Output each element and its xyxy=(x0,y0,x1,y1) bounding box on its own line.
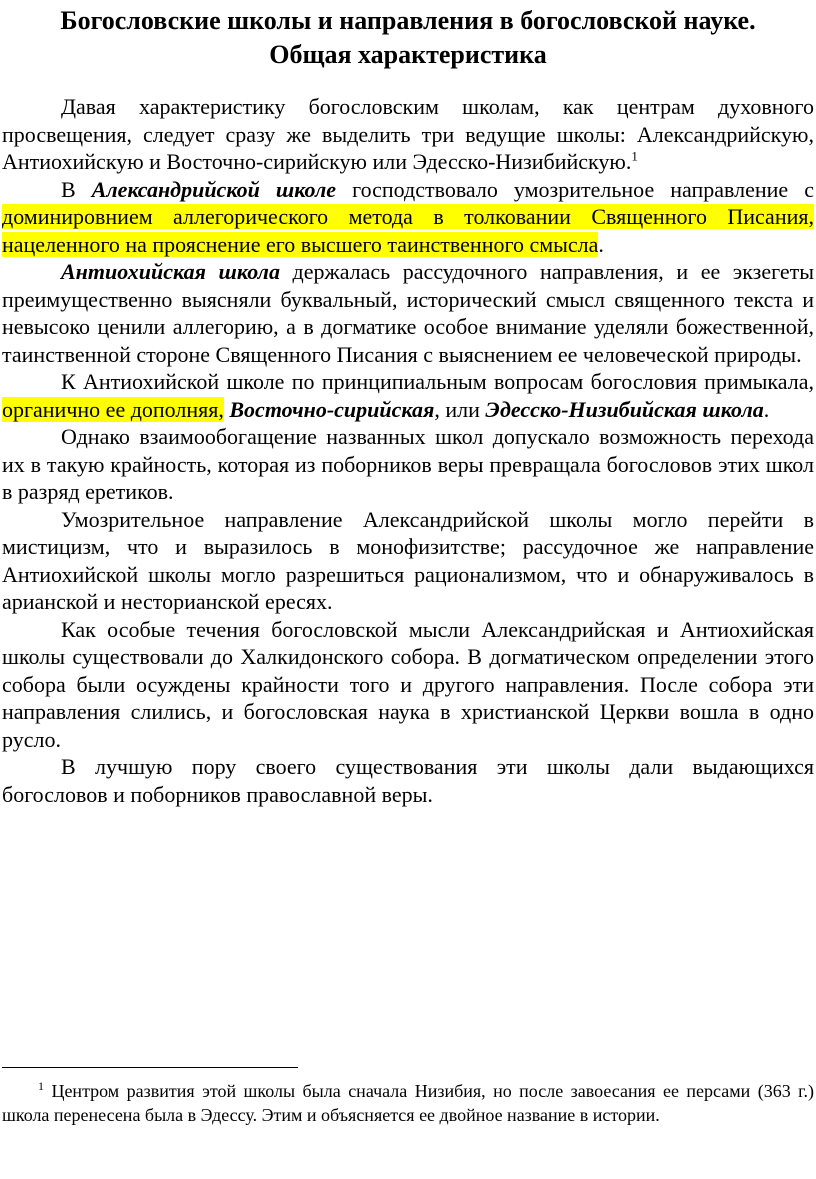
paragraph-east-syrian xyxy=(2,368,814,423)
paragraph-intro-text: Давая характеристику богословским школам, как центрам духовного просвещения, следует сразу же выделить три ведущие школы: Александрийскую, Антиохийскую и Восточно-сирийскую или Эдесско-Низибийскую. xyxy=(2,94,814,174)
paragraph-alexandrian xyxy=(2,176,814,259)
footnote-number: 1 xyxy=(38,1079,44,1093)
footnote-text: Центром развития этой школы была сначала Низибия, но после завоесания ее персами (363 г.) школа перенесена была в Эдессу. Этим и объясняется ее двойное название в истории. xyxy=(2,1081,814,1125)
highlighted-text-allegorical-method: доминировнием аллегорического метода в толковании Священного Писания, нацеленного на прояснение его высшего таинственного смысла xyxy=(2,204,814,257)
title-line-2: Общая характеристика xyxy=(269,40,547,69)
paragraph-mutual-enrichment: Однако взаимообогащение названных школ допускало возможность перехода их в такую крайность, которая из поборников веры превращала богословов этих школ в разряд еретиков. xyxy=(2,424,814,504)
emphasis-edessa-nisibis-school: Эдесско-Низибийская школа xyxy=(485,396,764,422)
emphasis-antiochian-school: Антиохийская школа xyxy=(61,259,280,284)
paragraph-antiochian xyxy=(2,258,814,368)
paragraph-intro xyxy=(2,93,814,176)
paragraph-speculative-direction: Умозрительное направление Александрийской школы могло перейти в мистицизм, что и выразилось в монофизитстве; рассудочное же направление Антиохийской школы могло разрешиться рационализмом, что и обнаруживалось в арианской и несторианской ересях. xyxy=(2,506,814,614)
text-fragment: господствовало умозрительное направление с xyxy=(336,176,814,202)
emphasis-alexandrian-school: Александрийской школе xyxy=(91,176,337,202)
highlighted-text-complementing: органично ее дополняя, xyxy=(2,396,224,422)
body-text xyxy=(2,93,814,808)
footnote-separator xyxy=(2,1067,298,1068)
paragraph-chalcedon: Как особые течения богословской мысли Александрийская и Антиохийская школы существовали до Халкидонского собора. В догматическом определении этого собора были осуждены крайности того и другого направления. После собора эти направления слились, и богословская наука в христианской Церкви вошла в одно русло. xyxy=(2,616,814,752)
title-line-1: Богословские школы и направления в богословской науке. xyxy=(60,6,756,35)
text-fragment: держалась рассудочного направления, и ее экзегеты преимущественно выясняли буквальный, исторический смысл священного текста и невысоко ценили аллегорию, а в догматике особое внимание уделяли божественной, таинственной стороне Священного Писания с выяснением ее человеческой природы. xyxy=(2,259,815,367)
text-fragment: К Антиохийской школе по принципиальным вопросам богословия примыкала, xyxy=(61,369,814,394)
text-fragment: . xyxy=(598,231,604,257)
paragraph-best-period: В лучшую пору своего существования эти школы дали выдающихся богословов и поборников православной веры. xyxy=(2,754,814,807)
text-fragment: В xyxy=(61,176,92,202)
footnote-reference[interactable]: 1 xyxy=(631,148,638,164)
emphasis-east-syrian: Восточно-сирийская xyxy=(229,396,435,422)
footnote xyxy=(2,1079,814,1127)
page-title xyxy=(0,4,816,72)
text-fragment: , или xyxy=(434,396,486,422)
text-fragment: . xyxy=(763,396,770,422)
